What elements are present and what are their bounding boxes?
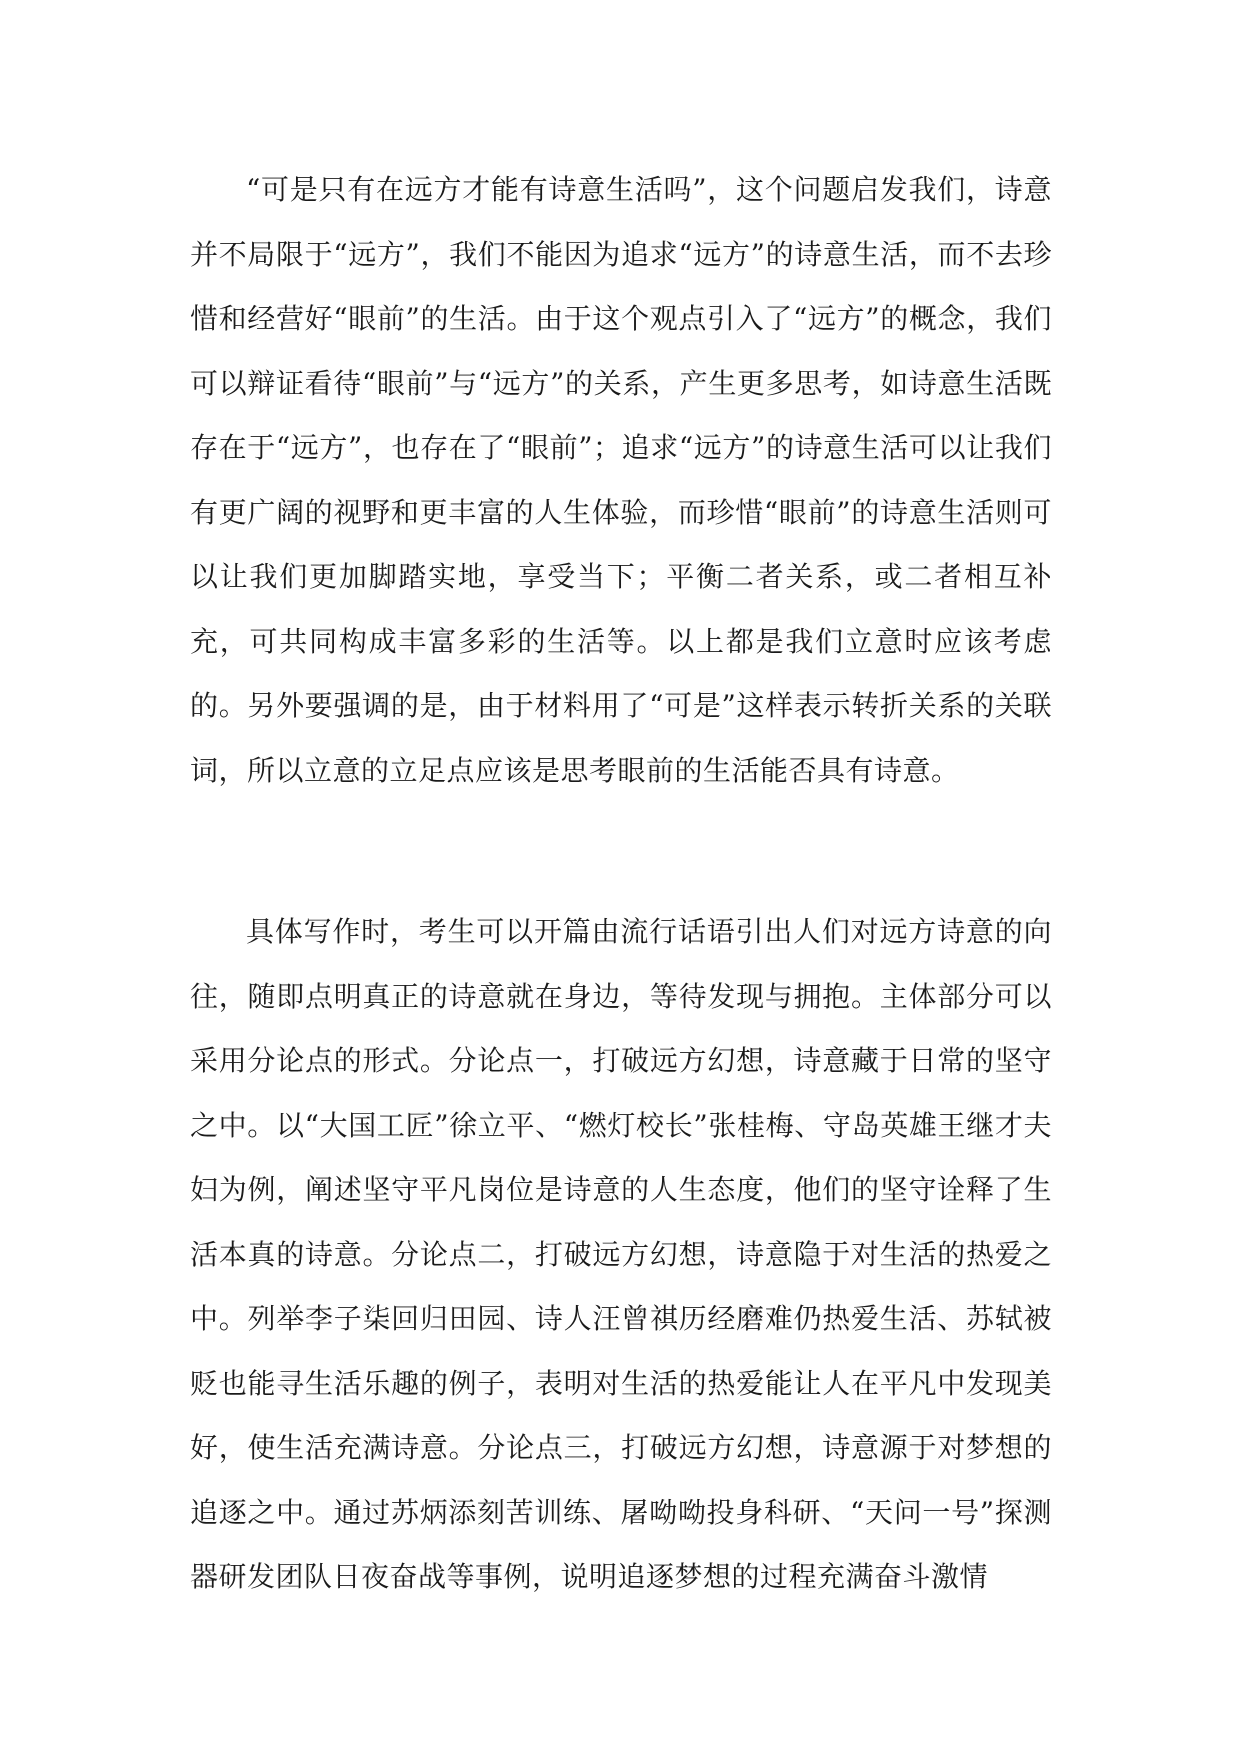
paragraph-poetic-life-analysis: “可是只有在远方才能有诗意生活吗”，这个问题启发我们，诗意并不局限于“远方”，我们不能因为追求“远方”的诗意生活，而不去珍惜和经营好“眼前”的生活。由于这个观点引入了“远方”的概念，我们可以辩证看待“眼前”与“远方”的关系，产生更多思考，如诗意生活既存在于“远方”，也存在了“眼前”；追求“远方”的诗意生活可以让我们有更广阔的视野和更丰富的人生体验，而珍惜“眼前”的诗意生活则可以让我们更加脚踏实地，享受当下；平衡二者关系，或二者相互补充，可共同构成丰富多彩的生活等。以上都是我们立意时应该考虑的。另外要强调的是，由于材料用了“可是”这样表示转折关系的关联词，所以立意的立足点应该是思考眼前的生活能否具有诗意。: [190, 173, 1052, 787]
paragraph-writing-guidance: 具体写作时，考生可以开篇由流行话语引出人们对远方诗意的向往，随即点明真正的诗意就在身边，等待发现与拥抱。主体部分可以采用分论点的形式。分论点一，打破远方幻想，诗意藏于日常的坚守之中。以“大国工匠”徐立平、“燃灯校长”张桂梅、守岛英雄王继才夫妇为例，阐述坚守平凡岗位是诗意的人生态度，他们的坚守诠释了生活本真的诗意。分论点二，打破远方幻想，诗意隐于对生活的热爱之中。列举李子柒回归田园、诗人汪曾祺历经磨难仍热爱生活、苏轼被贬也能寻生活乐趣的例子，表明对生活的热爱能让人在平凡中发现美好，使生活充满诗意。分论点三，打破远方幻想，诗意源于对梦想的追逐之中。通过苏炳添刻苦训练、屠呦呦投身科研、“天问一号”探测器研发团队日夜奋战等事例，说明追逐梦想的过程充满奋斗激情: [190, 915, 1052, 1593]
